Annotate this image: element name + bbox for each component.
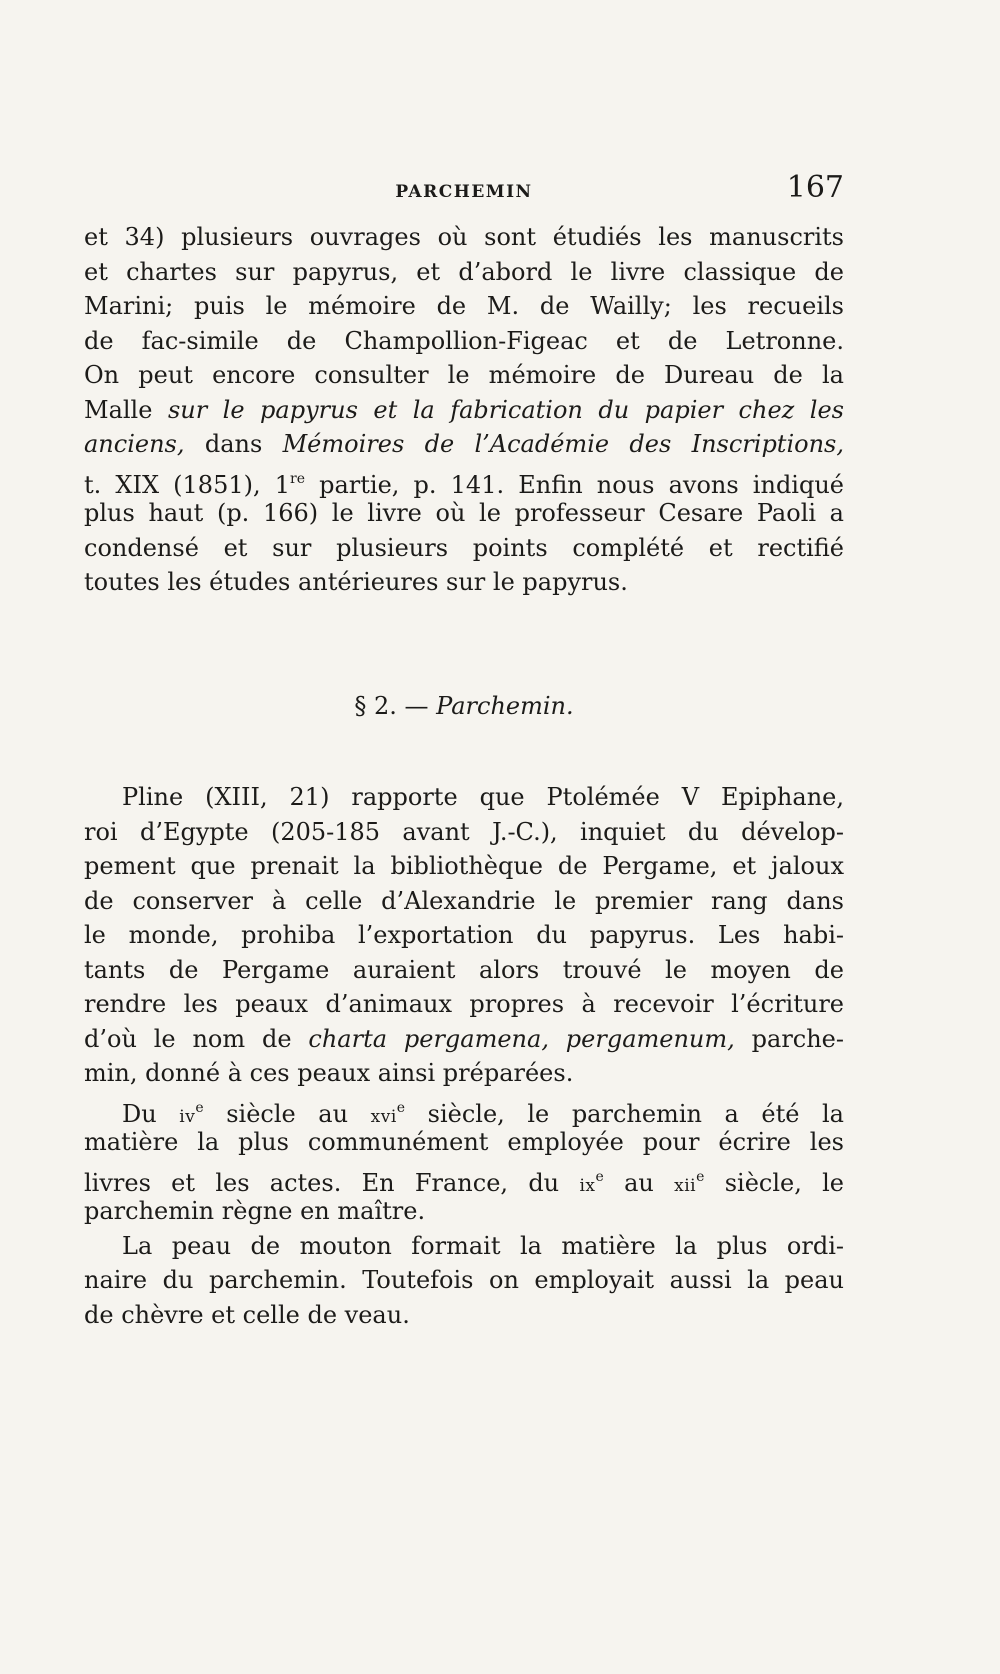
text-line: et 34) plusieurs ouvrages où sont étudiés les manuscrits xyxy=(84,223,844,251)
roman-numeral: ix xyxy=(579,1175,596,1196)
text-line xyxy=(84,1160,844,1195)
superscript: e xyxy=(595,1168,604,1185)
text-fragment: livres et les actes. En France, du xyxy=(84,1168,560,1197)
text-fragment: Du xyxy=(122,1099,157,1128)
paragraph-continuation xyxy=(84,220,844,600)
text-fragment: dans xyxy=(204,430,263,458)
text-fragment: siècle, le xyxy=(724,1168,845,1197)
text-line: plus haut (p. 166) le livre où le professeur Cesare Paoli a xyxy=(84,499,844,527)
text-line: La peau de mouton formait la matière la plus ordi- xyxy=(122,1231,844,1260)
text-line: et chartes sur papyrus, et d’abord le livre classique de xyxy=(84,257,844,286)
page-header xyxy=(84,170,844,210)
section-heading xyxy=(84,692,844,720)
section-title: Parchemin. xyxy=(436,692,574,720)
text-line: condensé et sur plusieurs points complété et rectifié xyxy=(84,533,844,562)
text-line: On peut encore consulter le mémoire de Dureau de la xyxy=(84,361,844,389)
roman-numeral: xvi xyxy=(370,1106,397,1127)
section-number: § 2. — xyxy=(354,692,429,720)
text-line: Pline (XIII, 21) rapporte que Ptolémée V Epiphane, xyxy=(122,783,844,811)
section-body xyxy=(84,780,844,1332)
text-line xyxy=(84,393,844,428)
italic-term: charta pergamena, pergamenum, xyxy=(308,1024,735,1053)
text-line: matière la plus communément employée pour écrire les xyxy=(84,1128,844,1156)
superscript: e xyxy=(696,1168,705,1185)
text-line xyxy=(84,462,844,497)
roman-numeral: xii xyxy=(674,1175,697,1196)
italic-title: anciens, xyxy=(84,430,185,458)
page-number: 167 xyxy=(786,170,844,205)
text-line: pement que prenait la bibliothèque de Pergame, et jaloux xyxy=(84,852,844,880)
text-line: de fac-simile de Champollion-Figeac et de Letronne. xyxy=(84,326,844,355)
italic-title: sur le papyrus et la fabrication du papier chez les xyxy=(167,395,844,424)
text-line: le monde, prohiba l’exportation du papyrus. Les habi- xyxy=(84,921,844,949)
text-line: Marini; puis le mémoire de M. de Wailly; les recueils xyxy=(84,292,844,320)
text-line: tants de Pergame auraient alors trouvé le moyen de xyxy=(84,955,844,984)
superscript: re xyxy=(290,470,305,487)
text-fragment: siècle, le parchemin a été la xyxy=(427,1099,844,1128)
roman-numeral: iv xyxy=(179,1106,196,1127)
text-line: toutes les études antérieures sur le papyrus. xyxy=(84,568,628,596)
text-line: min, donné à ces peaux ainsi préparées. xyxy=(84,1059,574,1087)
text-line: naire du parchemin. Toutefois on employait aussi la peau xyxy=(84,1266,844,1294)
text-line xyxy=(84,427,844,462)
text-line: de conserver à celle d’Alexandrie le premier rang dans xyxy=(84,886,844,915)
text-fragment: siècle au xyxy=(226,1099,349,1128)
text-fragment: au xyxy=(624,1168,654,1197)
text-line: roi d’Egypte (205-185 avant J.-C.), inquiet du dévelop- xyxy=(84,817,844,846)
text-line: parchemin règne en maître. xyxy=(84,1197,426,1225)
superscript: e xyxy=(195,1099,204,1116)
text-fragment: Malle xyxy=(84,395,153,424)
text-line xyxy=(84,1022,844,1057)
text-line: de chèvre et celle de veau. xyxy=(84,1300,410,1329)
text-line: rendre les peaux d’animaux propres à recevoir l’écriture xyxy=(84,990,844,1018)
text-fragment: parche- xyxy=(751,1024,844,1053)
text-fragment: t. XIX (1851), 1 xyxy=(84,470,291,499)
text-fragment: d’où le nom de xyxy=(84,1024,292,1053)
text-fragment: partie, p. 141. Enfin nous avons indiqué xyxy=(319,470,845,499)
running-title: PARCHEMIN xyxy=(395,182,533,202)
superscript: e xyxy=(396,1099,406,1116)
text-line xyxy=(84,1091,844,1126)
italic-title: Mémoires de l’Académie des Inscriptions, xyxy=(282,430,844,458)
